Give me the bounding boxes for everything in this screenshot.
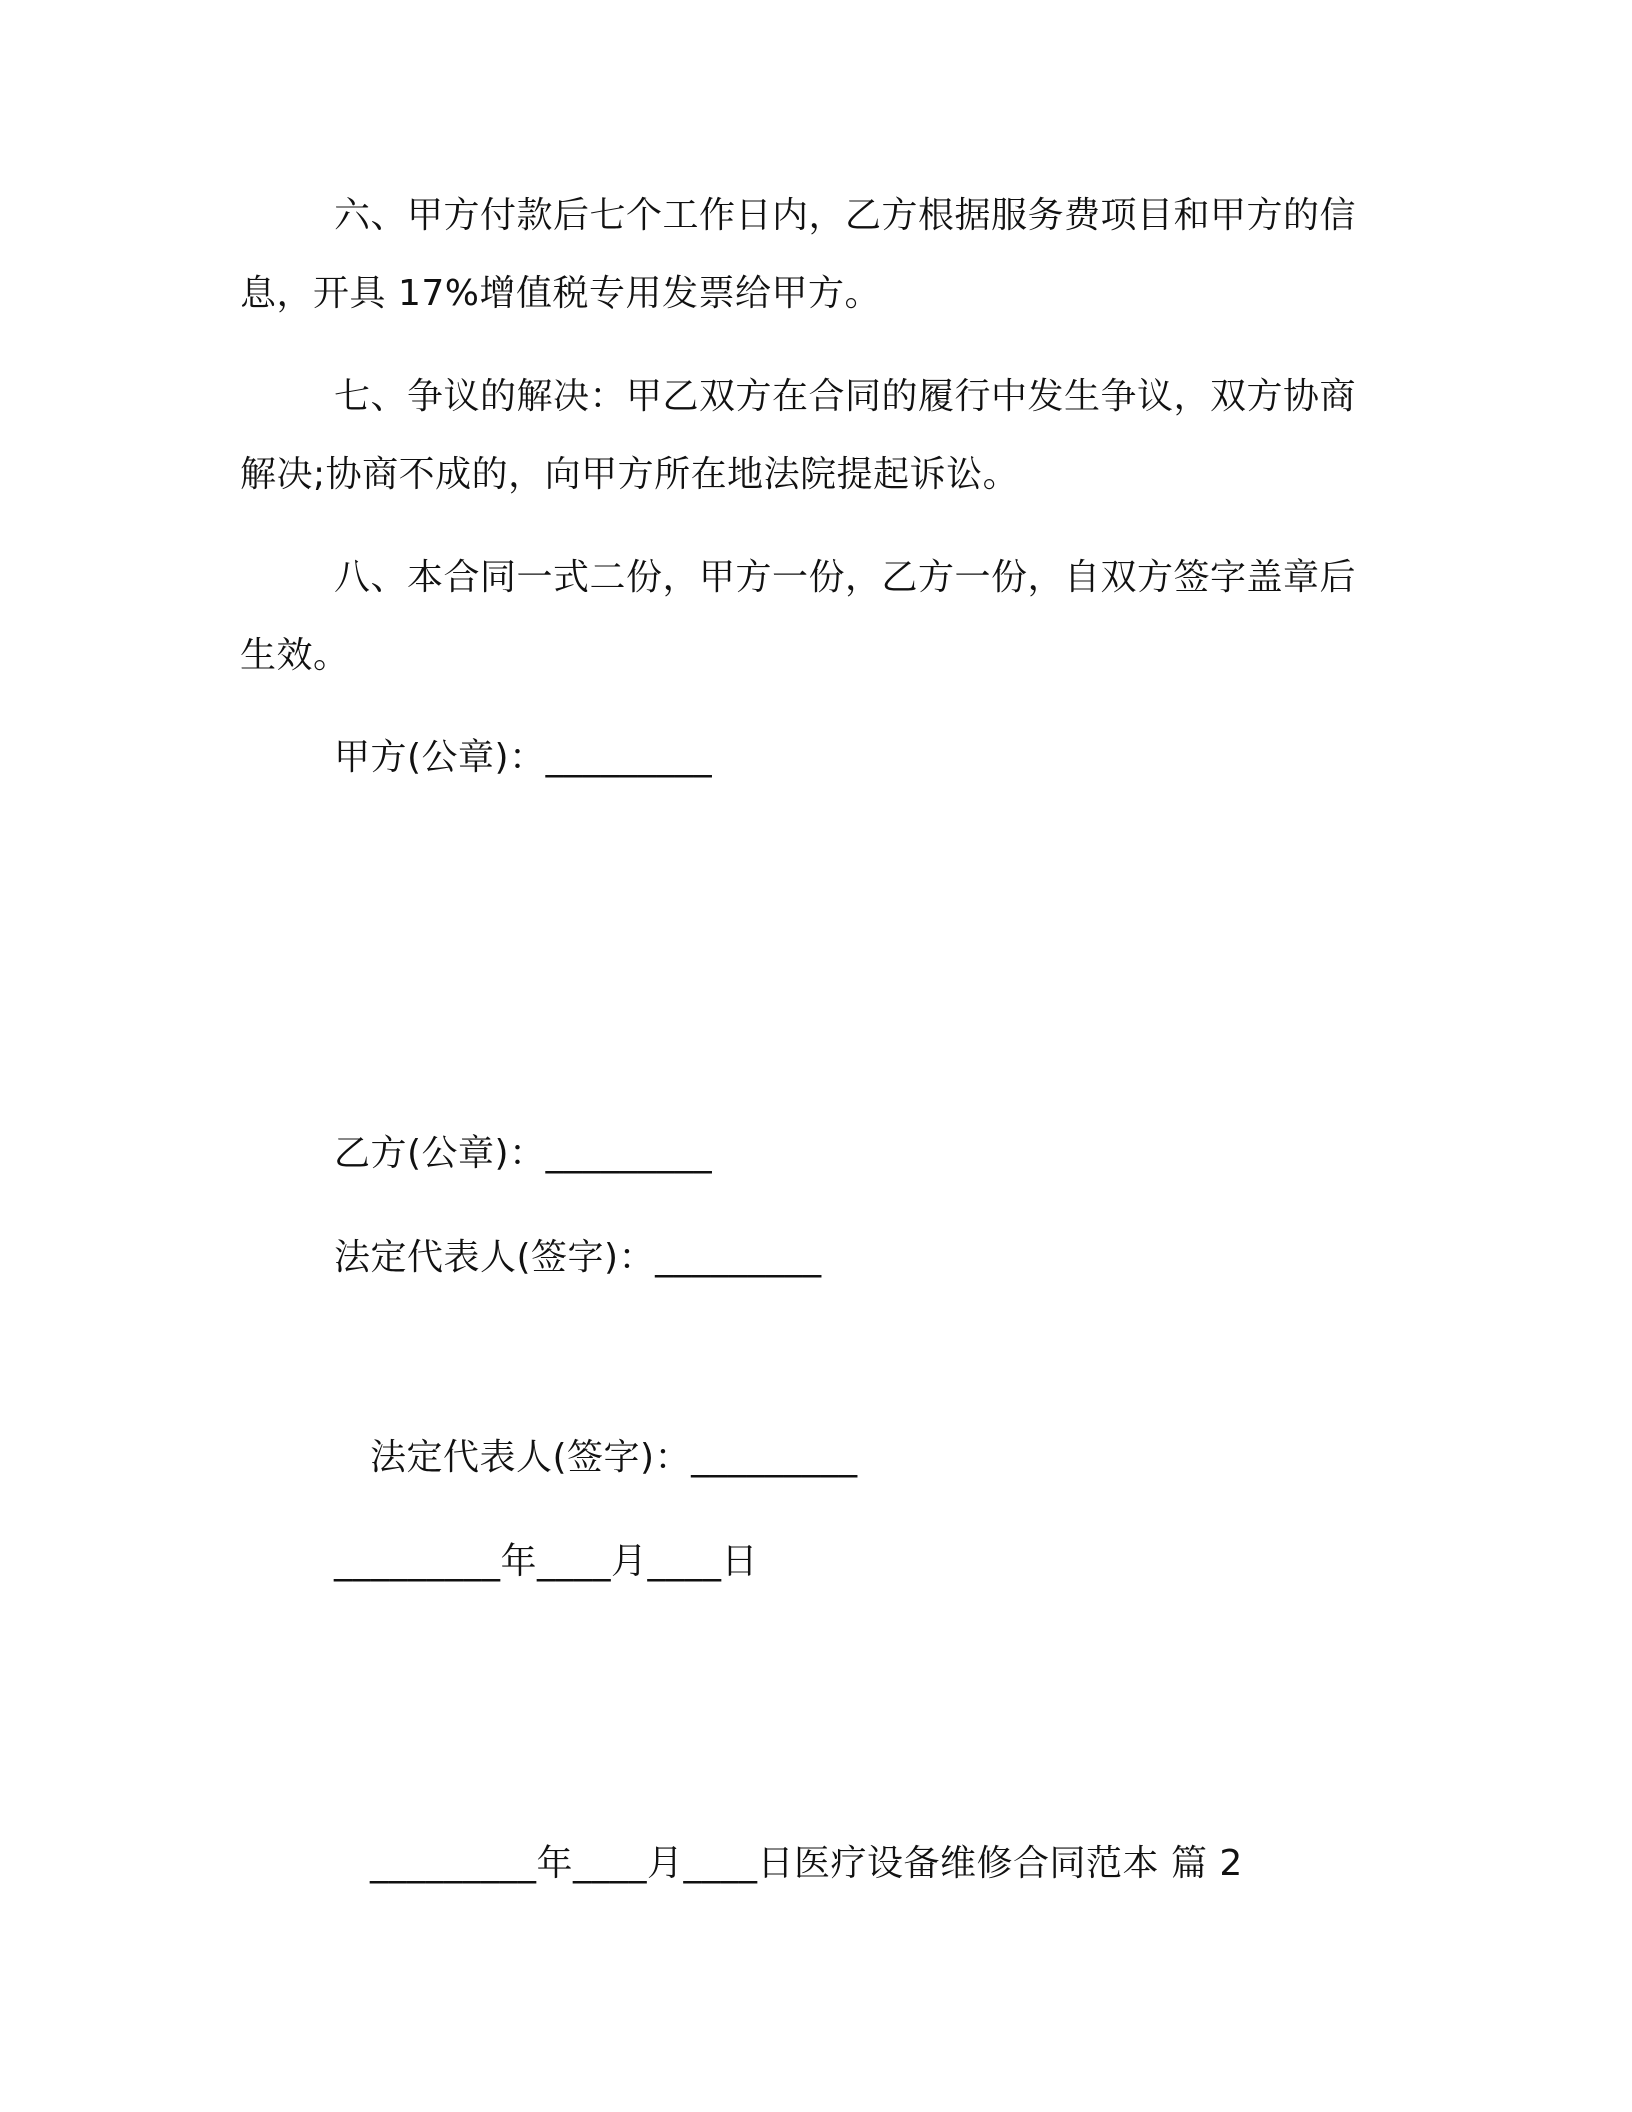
next-section-title: _________年____月____日医疗设备维修合同范本 篇 2 bbox=[370, 1843, 1243, 1884]
legal-representative-signature-line: 法定代表人(签字)：_________ bbox=[334, 1237, 822, 1278]
clause-6-line-1: 六、甲方付款后七个工作日内，乙方根据服务费项目和甲方的信 bbox=[334, 195, 1357, 236]
clause-7-line-2: 解决;协商不成的，向甲方所在地法院提起诉讼。 bbox=[240, 454, 1020, 495]
date-line: _________年____月____日 bbox=[334, 1541, 758, 1582]
party-a-seal-line: 甲方(公章)：_________ bbox=[334, 737, 713, 778]
legal-representative-signature-line-2: 法定代表人(签字)：_________ bbox=[370, 1437, 858, 1478]
clause-7-line-1: 七、争议的解决：甲乙双方在合同的履行中发生争议，双方协商 bbox=[334, 376, 1357, 417]
clause-8-line-2: 生效。 bbox=[240, 635, 350, 676]
party-b-seal-line: 乙方(公章)：_________ bbox=[334, 1133, 713, 1174]
clause-6-line-2: 息，开具 17%增值税专用发票给甲方。 bbox=[240, 273, 881, 314]
clause-8-line-1: 八、本合同一式二份，甲方一份，乙方一份，自双方签字盖章后 bbox=[334, 557, 1357, 598]
